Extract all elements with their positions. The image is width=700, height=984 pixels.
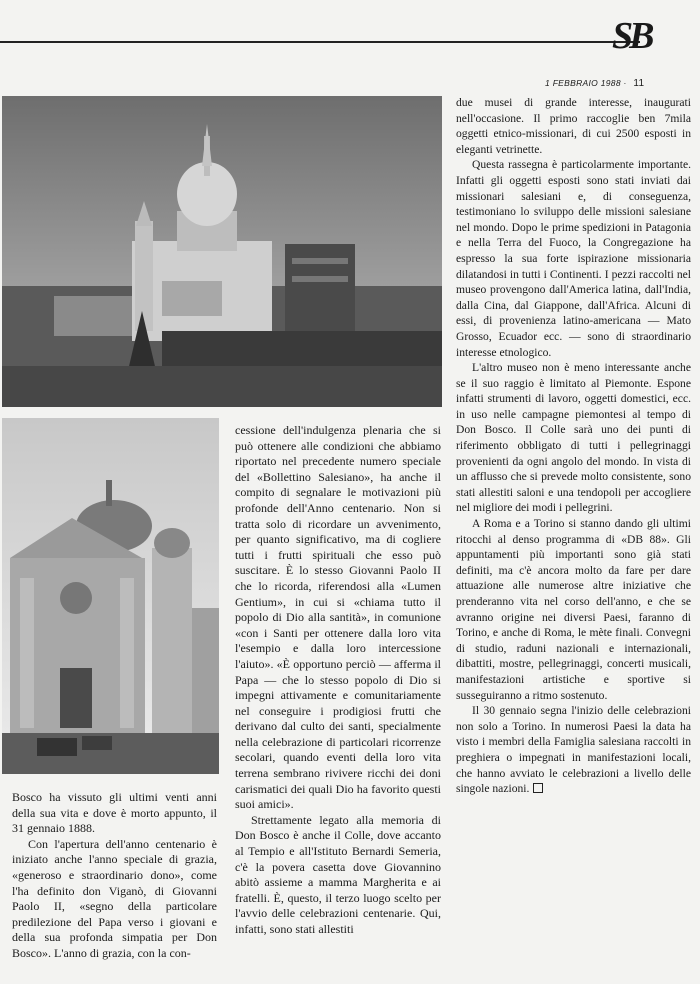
photo-colle-basilica-image <box>2 96 442 407</box>
page-number: 11 <box>633 78 645 89</box>
column-left-paragraph-2: Con l'apertura dell'anno centenario è iniziato anche l'anno speciale di grazia, «generoso e straordinario dono», come l'ha definito don Viganò, di Giovanni Paolo II, «segno della particolare predilezione del Papa verso i giovani e della sua profonda simpatia per Don Bosco». L'anno di grazia, con la con- <box>12 836 217 960</box>
column-right-paragraph-5 <box>456 703 691 797</box>
column-right-paragraph-1: due musei di grande interesse, inaugurati nell'occasione. Il primo raccoglie ben 7mila oggetti etnico-missionari, di cui 2500 esposti in eleganti vetrinette. <box>456 96 691 156</box>
issue-date-text: 1 FEBBRAIO 1988 <box>545 78 621 88</box>
header-rule <box>0 41 640 43</box>
column-middle-paragraph-2: Strettamente legato alla memoria di Don Bosco è anche il Colle, dove accanto al Tempio e all'Istituto Bernardi Semeria, c'è la povera casetta dove Giovannino abitò assieme a mamma Margherita e ai fratelli. È, questo, il terzo luogo scelto per l'avvio delle celebrazioni centenarie. Qui, infatti, sono stati allestiti <box>235 812 441 936</box>
issue-date <box>545 78 644 89</box>
column-right-paragraph-5-text: Il 30 gennaio segna l'inizio delle celebrazioni non solo a Torino. In numerosi Paesi la data ha visto i membri della Famiglia salesiana raccolti in preghiera o impegnati in manifestazioni locali, che hanno avviato le celebrazioni a livello delle singole nazioni. <box>456 704 691 796</box>
column-right <box>456 95 691 797</box>
column-right-paragraph-2: Questa rassegna è particolarmente importante. Infatti gli oggetti esposti sono stati inviati dai missionari salesiani e, di conseguenza, testimoniano lo sviluppo delle missioni salesiane nel mondo. Dopo le prime spedizioni in Patagonia e nella Terra del Fuoco, la Congregazione ha espresso la sua forte ispirazione missionaria dilatandosi in tutti i Continenti. I pezzi raccolti nel museo provengono dall'America latina, dall'India, dalla Cina, dal Giappone, dall'Africa. Alcuni di essi, di provenienza latino-americana — Mato Grosso, Ecuador ecc. — sono di straordinario interesse etnologico. <box>456 158 691 359</box>
magazine-logo: SB <box>612 15 651 57</box>
photo-basilica-image <box>2 418 219 774</box>
column-left-paragraph-1: Bosco ha vissuto gli ultimi venti anni della sua vita e dove è morto appunto, il 31 gennaio 1888. <box>12 790 217 836</box>
column-middle <box>235 423 441 938</box>
photo-colle-basilica <box>2 96 442 407</box>
column-left <box>12 790 217 962</box>
date-separator: · <box>623 78 627 88</box>
column-right-paragraph-4: A Roma e a Torino si stanno dando gli ultimi ritocchi al denso programma di «DB 88». Gli appuntamenti più importanti sono già stati definiti, ma c'è ancora molto da fare per dare attuazione alle numerose altre iniziative che prenderanno vita nel corso dell'anno, e che se avranno origine nei diversi Paesi, faranno di Torino, e anche di Roma, le mète finali. Convegni di studio, raduni nazionali e internazionali, dibattiti, mostre, pellegrinaggi, concerti musicali, manifestazioni artistiche e sportive si susseguiranno a ritmo sostenuto. <box>456 517 691 702</box>
column-right-paragraph-3: L'altro museo non è meno interessante anche se il suo raggio è limitato al Piemonte. Espone infatti strumenti di lavoro, oggetti domestici, ecc. in uso nelle campagne piemontesi al tempo di Don Bosco. Il Colle sarà uno dei punti di riferimento obbligato di tutti i pellegrinaggi provenienti da ogni angolo del mondo. In vista di un afflusso che si prevede molto consistente, sono stati allestiti saloni e una tendopoli per accogliere nel migliore dei modi i pellegrini. <box>456 361 691 515</box>
end-of-article-mark <box>533 783 543 793</box>
column-middle-paragraph-1: cessione dell'indulgenza plenaria che si può ottenere alle condizioni che abbiamo riportato nel precedente numero speciale del «Bollettino Salesiano», ha anche il compito di segnalare le motivazioni più profonde dell'Anno centenario. Non si tratta solo di ricordare un avvenimento, per quanto significativo, ma di cogliere tutti i frutti spirituali che esso può suscitare. È lo stesso Giovanni Paolo II che lo ricorda, riferendosi alla «Lumen Gentium», in cui si «chiama tutto il popolo di Dio alla santità», in comunione «con i Santi per ottenere dalla loro vita l'esempio e dalla loro intercessione l'aiuto». «È opportuno perciò — afferma il Papa — che lo stesso popolo di Dio si impegni attivamente e comunitariamente nel conseguire i prodigiosi frutti che derivano dal culto dei santi, specialmente nella celebrazione di particolari ricorrenze secolari, quando eventi della loro vita terrena sembrano rivivere ricchi dei doni carismatici dei quali Dio ha favorito questi suoi amici». <box>235 423 441 812</box>
photo-basilica-maria-ausiliatrice <box>2 418 219 774</box>
